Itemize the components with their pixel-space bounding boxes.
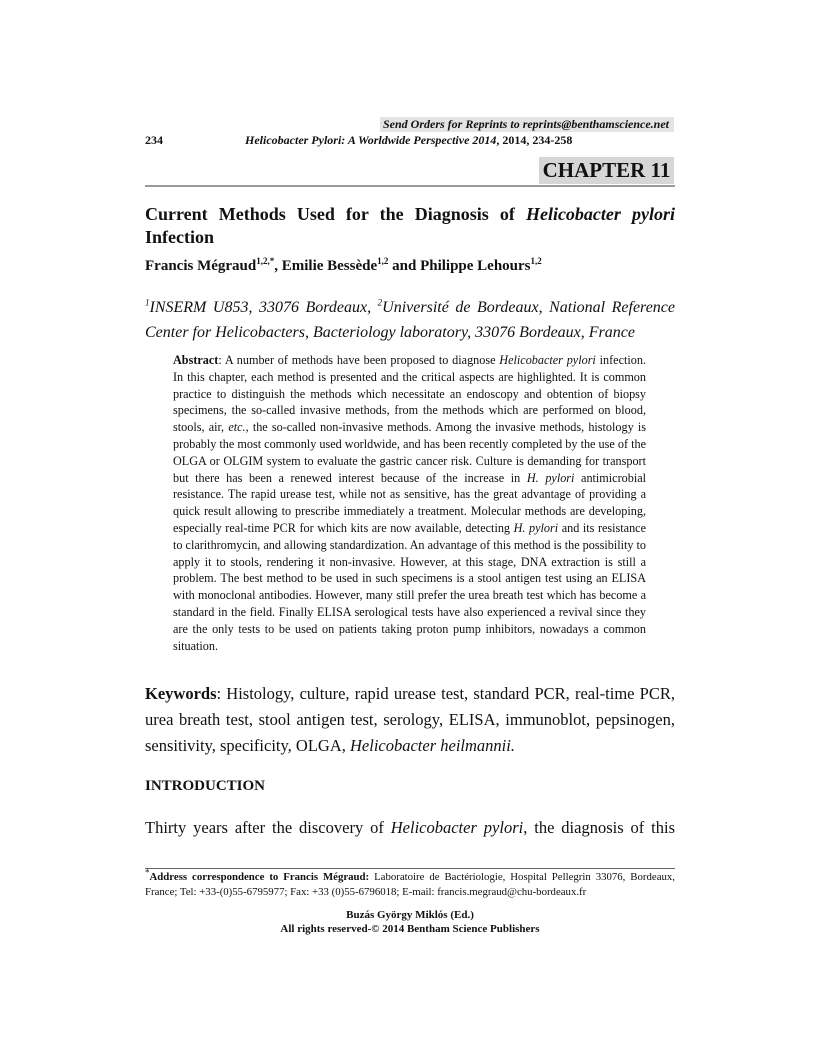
footnote-text: Laboratoire de Bactériologie, Hospital Pellegrin 33076, Bordeaux, France; Tel: +33-(0)55-6795977; Fax: +33 (0)55-6796018; E-mail: francis.megraud@chu-bordeaux.fr (145, 871, 675, 898)
intro-text: , the diagnosis of this (523, 818, 676, 837)
intro-italic: Helicobacter pylori (390, 818, 524, 837)
footnote-label: Address correspondence to Francis Mégraud: (149, 871, 370, 883)
keywords (145, 681, 675, 759)
author: Philippe Lehours (420, 258, 531, 274)
author-affil: 1,2,* (256, 256, 275, 266)
separator: and (388, 258, 421, 274)
affil-text: INSERM U853, 33076 Bordeaux, (149, 299, 378, 316)
keywords-italic: Helicobacter heilmannii. (350, 736, 515, 755)
intro-text: Thirty years after the discovery of (145, 818, 391, 837)
affil-text: Université de Bordeaux, National Reference Center for Helicobacters, Bacteriology laboratory, 33076 Bordeaux, France (145, 299, 675, 341)
publisher-info (145, 908, 675, 936)
separator: , (274, 258, 282, 274)
footnote-mark: * (145, 867, 150, 878)
author: Emilie Bessède (281, 258, 378, 274)
abstract (173, 352, 646, 654)
keywords-label: Keywords (145, 684, 217, 703)
abstract-text: , the so-called non-invasive methods. Among the invasive methods, histology is probably the most commonly used worldwide, and has been recently completed by the use of the OLGA or OLGIM system to evaluate the gastric cancer risk. Culture is demanding for transport but there has been a renewed interest because of the increase in (173, 420, 647, 485)
affil-mark: 1 (145, 297, 150, 308)
header-rule (145, 185, 675, 187)
affiliations (145, 295, 675, 345)
abstract-text: : A number of methods have been proposed to diagnose (218, 353, 500, 367)
intro-paragraph (145, 815, 675, 841)
title-text-end: Infection (145, 227, 214, 247)
title-text: Current Methods Used for the Diagnosis of (145, 204, 526, 224)
page-number: 234 (145, 133, 163, 147)
abstract-label: Abstract (173, 353, 219, 367)
abstract-italic: Helicobacter pylori (499, 353, 596, 367)
chapter-title (145, 203, 675, 249)
running-header (245, 133, 572, 148)
author-list (145, 256, 675, 276)
author: Francis Mégraud (145, 258, 257, 274)
abstract-italic: H. pylori (513, 520, 559, 535)
reprint-notice: Send Orders for Reprints to reprints@benthamscience.net (380, 117, 674, 132)
author-affil: 1,2 (377, 256, 389, 266)
abstract-italic: etc. (228, 420, 246, 435)
book-title: Helicobacter Pylori: A Worldwide Perspective 2014 (245, 133, 497, 147)
affil-mark: 2 (377, 297, 383, 308)
section-heading: INTRODUCTION (145, 778, 266, 794)
abstract-italic: H. pylori (526, 470, 575, 485)
author-affil: 1,2 (530, 256, 542, 266)
book-pages: , 2014, 234-258 (496, 133, 573, 147)
abstract-text: antimicrobial resistance. The rapid urease test, while not as sensitive, has the great advantage of providing a quick result allowing to prescribe immediately a treatment. Molecular methods are developing, especially real-time PCR for which kits are now available, detecting (173, 470, 647, 535)
footnote (145, 867, 675, 900)
chapter-label: CHAPTER 11 (539, 157, 674, 184)
keywords-text: : Histology, culture, rapid urease test, standard PCR, real-time PCR, urea breath test, stool antigen test, serology, ELISA, immunoblot, pepsinogen, sensitivity, specificity, OLGA, (145, 684, 675, 755)
abstract-text: infection. In this chapter, each method is presented and the critical aspects are highlighted. It is common practice to distinguish the methods which necessitate an endoscopy and obtention of biopsy specimens, the so-called invasive methods, from the methods which are performed on blood, stools, air, (173, 353, 646, 435)
abstract-text: and its resistance to clarithromycin, and allowing standardization. An advantage of this method is the possibility to apply it to stools, rendering it non-invasive. However, at this stage, DNA extraction is still a problem. The best method to be used in such specimens is a stool antigen test using an ELISA with monoclonal antibodies. However, many still prefer the urea breath test which has become a standard in the field. Finally ELISA serological tests have also experienced a revival since they are the only tests to be used on patients taking proton pump inhibitors, nowadays a common situation. (173, 520, 646, 653)
editor: Buzás György Miklós (Ed.) (346, 909, 474, 921)
footnote-rule (145, 868, 675, 869)
copyright: All rights reserved-© 2014 Bentham Science Publishers (280, 923, 540, 935)
title-italic: Helicobacter pylori (525, 204, 676, 224)
